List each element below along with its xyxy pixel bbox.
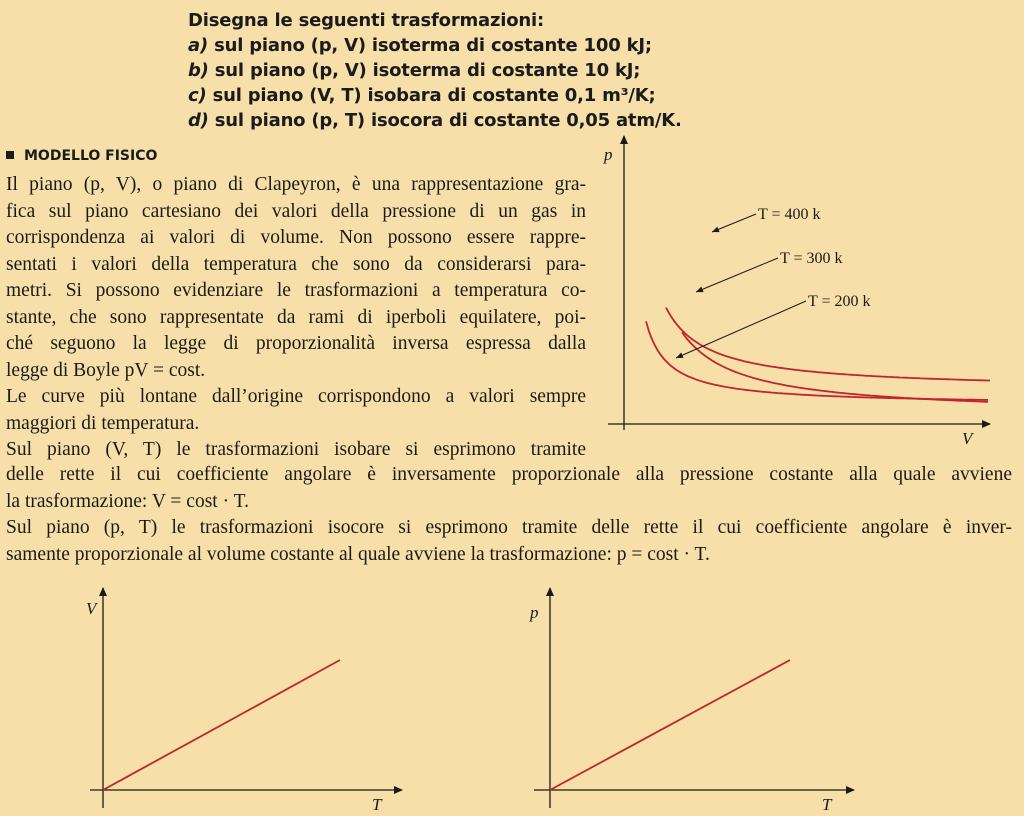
isotherm-label: T = 400 k [758, 206, 821, 223]
item-text: sul piano (p, V) isoterma di costante 100 kJ; [214, 35, 652, 56]
item-letter: d) [188, 110, 209, 131]
item-letter: a) [188, 35, 208, 56]
section-heading [6, 148, 157, 164]
isotherm-curve [646, 321, 988, 400]
item-letter: b) [188, 60, 209, 81]
item-text: sul piano (p, T) isocora di costante 0,05 atm/K. [214, 110, 682, 131]
isotherm-curve [666, 308, 990, 381]
text-line: stante, che sono rappresentate da rami di iperboli equilatere, poi- [6, 306, 586, 328]
text-line: legge di Boyle pV = cost. [6, 359, 206, 381]
item-text: sul piano (V, T) isobara di costante 0,1 m³/K; [212, 85, 656, 106]
label-pointer-arrow [712, 214, 756, 232]
isochore-line [550, 660, 790, 790]
text-line: fica sul piano cartesiano dei valori della pressione di un gas in [6, 200, 586, 222]
paragraph-wide [6, 462, 1012, 568]
text-line: Il piano (p, V), o piano di Clapeyron, è una rappresentazione gra- [6, 174, 586, 195]
paragraph-narrow [6, 172, 586, 464]
text-line: samente proporzionale al volume costante al quale avviene la trasformazione: p = cost · T. [6, 543, 710, 565]
pt-isochore-chart [524, 582, 864, 816]
v-axis-label: V [86, 599, 97, 618]
isobar-line [103, 660, 340, 790]
text-line: Le curve più lontane dall’origine corrispondono a valori sempre [6, 386, 586, 407]
exercise-item-c [188, 83, 682, 108]
vt-isobar-chart [80, 582, 410, 816]
exercise-item-a [188, 33, 682, 58]
pv-isotherm-chart [590, 128, 1010, 458]
text-line: metri. Si possono evidenziare le trasformazioni a temperatura co- [6, 280, 586, 301]
label-pointer-arrow [696, 258, 778, 292]
text-line: maggiori di temperatura. [6, 412, 200, 434]
t-axis-label: T [372, 795, 382, 814]
label-pointer-arrow [676, 301, 806, 358]
item-letter: c) [188, 85, 207, 106]
t-axis-label: T [822, 795, 832, 814]
exercise-title: Disegna le seguenti trasformazioni: [188, 10, 544, 31]
exercise-prompt [188, 8, 682, 133]
item-text: sul piano (p, V) isoterma di costante 10 kJ; [214, 60, 641, 81]
text-line: sentati i valori della temperatura che sono da considerarsi para- [6, 253, 586, 275]
text-line: ché seguono la legge di proporzionalità inversa espressa dalla [6, 333, 586, 354]
text-line: la trasformazione: V = cost · T. [6, 490, 249, 512]
p-axis-label: p [604, 145, 613, 164]
square-bullet-icon [6, 151, 14, 159]
text-line: Sul piano (V, T) le trasformazioni isobare si esprimono tramite [6, 439, 586, 460]
isotherm-label: T = 200 k [808, 293, 871, 310]
section-heading-text: MODELLO FISICO [24, 148, 158, 164]
v-axis-label: V [962, 429, 973, 448]
isotherm-label: T = 300 k [780, 250, 843, 267]
p-axis-label: p [530, 603, 539, 622]
text-line: Sul piano (p, T) le trasformazioni isocore si esprimono tramite delle rette il cui coefficiente angolare è inver- [6, 517, 1012, 538]
text-line: delle rette il cui coefficiente angolare è inversamente proporzionale alla pressione costante alla quale avviene [6, 464, 1012, 485]
exercise-item-b [188, 58, 682, 83]
isotherm-curve [682, 332, 988, 402]
text-line: corrispondenza ai valori di volume. Non possono essere rappre- [6, 227, 586, 248]
